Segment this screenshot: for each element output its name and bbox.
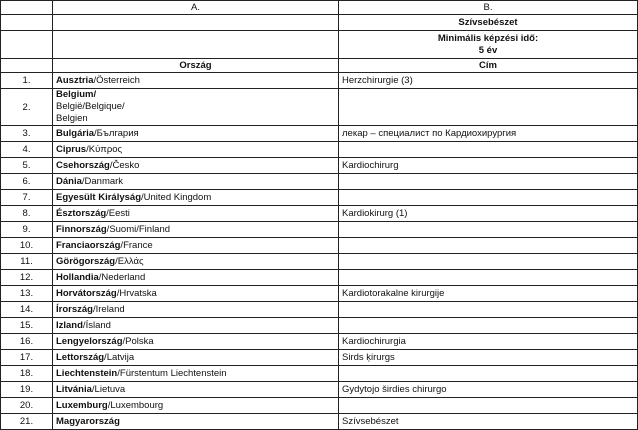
table-row bbox=[1, 158, 638, 174]
table-row bbox=[1, 206, 638, 222]
title-cell: Kardiochirurgia bbox=[339, 334, 638, 350]
row-number: 12. bbox=[1, 270, 53, 286]
row-number: 9. bbox=[1, 222, 53, 238]
row-number: 16. bbox=[1, 334, 53, 350]
table-row bbox=[1, 222, 638, 238]
title-cell bbox=[339, 142, 638, 158]
min-training-cell bbox=[339, 31, 638, 59]
training-row bbox=[1, 31, 638, 59]
title-cell bbox=[339, 222, 638, 238]
row-number: 8. bbox=[1, 206, 53, 222]
country-name: Ausztria bbox=[56, 75, 94, 86]
country-native-name: United Kingdom bbox=[143, 192, 212, 203]
table-row bbox=[1, 73, 638, 89]
title-cell bbox=[339, 190, 638, 206]
row-number: 4. bbox=[1, 142, 53, 158]
country-name: Hollandia bbox=[56, 272, 99, 283]
country-native-name: Polska bbox=[125, 336, 154, 347]
country-cell: Lengyelország/Polska bbox=[53, 334, 339, 350]
country-native-name: Österreich bbox=[96, 75, 140, 86]
title-cell bbox=[339, 398, 638, 414]
table-row bbox=[1, 270, 638, 286]
country-name: Izland bbox=[56, 320, 83, 331]
country-native-name: Suomi/Finland bbox=[109, 224, 171, 235]
country-cell: Litvánia/Lietuva bbox=[53, 382, 339, 398]
min-training-label: Minimális képzési idő: bbox=[437, 32, 539, 44]
table-row bbox=[1, 334, 638, 350]
country-name: Bulgária bbox=[56, 128, 95, 139]
country-native-name: Ísland bbox=[85, 320, 111, 331]
country-cell: Ausztria/Österreich bbox=[53, 73, 339, 89]
country-name: Görögország bbox=[56, 256, 116, 267]
country-cell: Franciaország/France bbox=[53, 238, 339, 254]
country-name: Észtország bbox=[56, 208, 107, 219]
table-row bbox=[1, 350, 638, 366]
title-cell: Kardiochirurg bbox=[339, 158, 638, 174]
country-native-name: Fürstentum Liechtenstein bbox=[119, 368, 227, 379]
country-name: Luxemburg bbox=[56, 400, 108, 411]
country-cell: Belgium/ België/Belgique/ Belgien bbox=[53, 89, 339, 126]
country-header: Ország bbox=[53, 59, 339, 73]
table-row bbox=[1, 238, 638, 254]
row-number: 18. bbox=[1, 366, 53, 382]
country-native-name: Eesti bbox=[108, 208, 130, 219]
title-cell: Herzchirurgie (3) bbox=[339, 73, 638, 89]
country-name: Egyesült Királyság bbox=[56, 192, 142, 203]
row-number: 10. bbox=[1, 238, 53, 254]
country-cell: Hollandia/Nederland bbox=[53, 270, 339, 286]
country-native-name: Lietuva bbox=[94, 384, 126, 395]
country-cell: Észtország/Eesti bbox=[53, 206, 339, 222]
country-name: Írország bbox=[56, 304, 93, 315]
row-number: 19. bbox=[1, 382, 53, 398]
table-row bbox=[1, 302, 638, 318]
table-row bbox=[1, 126, 638, 142]
country-cell: Bulgária/България bbox=[53, 126, 339, 142]
title-cell bbox=[339, 302, 638, 318]
country-name: Belgium bbox=[56, 89, 94, 100]
country-name: Lengyelország bbox=[56, 336, 123, 347]
country-cell: Ciprus/Κύπρος bbox=[53, 142, 339, 158]
title-cell bbox=[339, 89, 638, 126]
row-number: 17. bbox=[1, 350, 53, 366]
country-name: Ciprus bbox=[56, 144, 87, 155]
title-cell bbox=[339, 174, 638, 190]
country-cell: Egyesült Királyság/United Kingdom bbox=[53, 190, 339, 206]
title-cell: Szívsebészet bbox=[339, 414, 638, 430]
country-cell: Írország/Ireland bbox=[53, 302, 339, 318]
row-number: 20. bbox=[1, 398, 53, 414]
row-number: 13. bbox=[1, 286, 53, 302]
country-native-name: България bbox=[96, 128, 139, 139]
table-row bbox=[1, 142, 638, 158]
country-native-name: Hrvatska bbox=[119, 288, 157, 299]
row-number: 7. bbox=[1, 190, 53, 206]
row-number: 1. bbox=[1, 73, 53, 89]
country-native-name: België/Belgique/ bbox=[56, 101, 125, 112]
title-cell: Sirds ķirurgs bbox=[339, 350, 638, 366]
country-cell: Finnország/Suomi/Finland bbox=[53, 222, 339, 238]
specialty-row bbox=[1, 15, 638, 31]
country-native-name: Κύπρος bbox=[88, 144, 123, 155]
country-name: Finnország bbox=[56, 224, 107, 235]
table-row bbox=[1, 398, 638, 414]
country-cell bbox=[53, 414, 339, 430]
table-row bbox=[1, 382, 638, 398]
column-header-row bbox=[1, 59, 638, 73]
country-native-name: Česko bbox=[112, 160, 140, 171]
country-native-name: Ireland bbox=[95, 304, 125, 315]
column-b-letter: B. bbox=[339, 1, 638, 15]
country-cell: Lettország/Latvija bbox=[53, 350, 339, 366]
country-cell: Görögország/Ελλάς bbox=[53, 254, 339, 270]
country-native-name: Nederland bbox=[101, 272, 146, 283]
country-native-name: Luxembourg bbox=[110, 400, 164, 411]
row-number: 5. bbox=[1, 158, 53, 174]
title-cell bbox=[339, 238, 638, 254]
title-cell: Kardiokirurg (1) bbox=[339, 206, 638, 222]
country-native-name: France bbox=[123, 240, 153, 251]
country-native-name: Ελλάς bbox=[117, 256, 144, 267]
row-number: 2. bbox=[1, 89, 53, 126]
table-row bbox=[1, 286, 638, 302]
country-cell: Horvátország/Hrvatska bbox=[53, 286, 339, 302]
country-cell: Liechtenstein/Fürstentum Liechtenstein bbox=[53, 366, 339, 382]
country-name: Dánia bbox=[56, 176, 82, 187]
country-native-name-cont: Belgien bbox=[56, 113, 88, 124]
country-cell: Izland/Ísland bbox=[53, 318, 339, 334]
column-letter-row bbox=[1, 1, 638, 15]
title-cell bbox=[339, 270, 638, 286]
table-row bbox=[1, 318, 638, 334]
table-row bbox=[1, 174, 638, 190]
table-row bbox=[1, 190, 638, 206]
country-cell: Csehország/Česko bbox=[53, 158, 339, 174]
title-cell: лекар – специалист по Кардиохирургия bbox=[339, 126, 638, 142]
table-row bbox=[1, 254, 638, 270]
row-number: 3. bbox=[1, 126, 53, 142]
title-cell bbox=[339, 318, 638, 334]
min-training-value: 5 év bbox=[478, 44, 498, 56]
specialty-heading: Szívsebészet bbox=[339, 15, 638, 31]
country-name: Magyarország bbox=[56, 416, 120, 427]
table-row bbox=[1, 366, 638, 382]
country-native-name: Danmark bbox=[84, 176, 124, 187]
row-number: 21. bbox=[1, 414, 53, 430]
title-cell bbox=[339, 366, 638, 382]
table-row bbox=[1, 414, 638, 430]
title-header: Cím bbox=[339, 59, 638, 73]
column-a-letter: A. bbox=[53, 1, 339, 15]
country-name: Litvánia bbox=[56, 384, 92, 395]
title-cell bbox=[339, 254, 638, 270]
title-cell: Kardiotorakalne kirurgije bbox=[339, 286, 638, 302]
country-name: Franciaország bbox=[56, 240, 121, 251]
row-number: 11. bbox=[1, 254, 53, 270]
table-row bbox=[1, 89, 638, 126]
row-number: 15. bbox=[1, 318, 53, 334]
corner-cell bbox=[1, 1, 53, 15]
row-number: 6. bbox=[1, 174, 53, 190]
country-cell: Luxemburg/Luxembourg bbox=[53, 398, 339, 414]
country-name: Lettország bbox=[56, 352, 105, 363]
country-cell: Dánia/Danmark bbox=[53, 174, 339, 190]
country-name: Horvátország bbox=[56, 288, 117, 299]
country-name: Liechtenstein bbox=[56, 368, 118, 379]
country-native-name: Latvija bbox=[106, 352, 135, 363]
country-name: Csehország bbox=[56, 160, 110, 171]
title-cell: Gydytojo širdies chirurgo bbox=[339, 382, 638, 398]
row-number: 14. bbox=[1, 302, 53, 318]
